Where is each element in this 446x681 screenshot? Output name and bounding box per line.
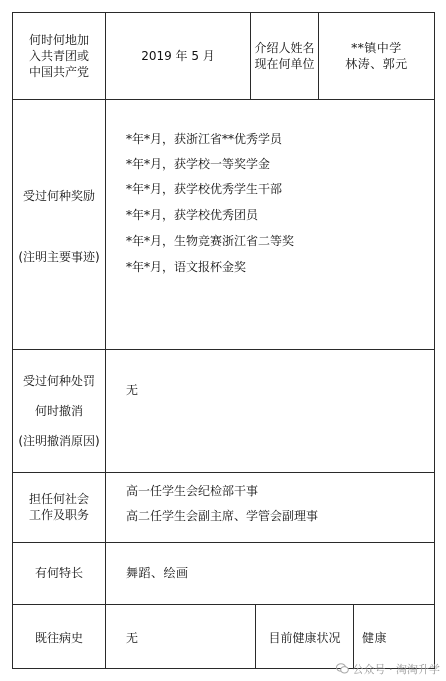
revoke-label: 何时撤消 bbox=[34, 404, 83, 418]
revoke-note: (注明撤消原因) bbox=[18, 434, 100, 448]
label-line: 担任何社会 bbox=[28, 492, 89, 506]
row-divider bbox=[12, 12, 435, 13]
col-divider bbox=[353, 604, 354, 668]
social-work-label bbox=[13, 491, 105, 523]
social-item: 高一任学生会纪检部干事 bbox=[126, 484, 259, 498]
award-item: *年*月，获学校优秀学生干部 bbox=[126, 182, 283, 196]
health-status-label: 目前健康状况 bbox=[268, 631, 341, 645]
label-line: 入共青团或 bbox=[28, 49, 89, 63]
row-divider bbox=[12, 472, 435, 473]
join-date-value: 2019 年 5 月 bbox=[141, 49, 215, 63]
col-divider bbox=[434, 12, 435, 669]
health-status-value: 健康 bbox=[362, 631, 388, 645]
join-party-label bbox=[13, 32, 105, 80]
medical-history-value: 无 bbox=[126, 631, 139, 645]
introducer-value bbox=[319, 40, 434, 72]
skills-label: 有何特长 bbox=[34, 566, 83, 580]
awards-note: (注明主要事迹) bbox=[18, 250, 100, 264]
value-line: 林涛、郭元 bbox=[345, 57, 408, 71]
introducer-label bbox=[251, 40, 318, 72]
col-divider bbox=[105, 12, 106, 669]
row-divider bbox=[12, 604, 435, 605]
awards-label: 受过何种奖励 bbox=[22, 189, 95, 203]
social-item: 高二任学生会副主席、学管会副理事 bbox=[126, 509, 319, 523]
value-line: **镇中学 bbox=[351, 41, 402, 55]
label-line: 中国共产党 bbox=[28, 65, 89, 79]
label-line: 工作及职务 bbox=[28, 508, 89, 522]
punishment-label bbox=[13, 373, 105, 389]
row-divider bbox=[12, 99, 435, 100]
award-item: *年*月，语文报杯金奖 bbox=[126, 260, 247, 274]
label-line: 现在何单位 bbox=[254, 57, 315, 71]
skills-value: 舞蹈、绘画 bbox=[126, 566, 189, 580]
punishment-value: 无 bbox=[126, 383, 139, 397]
medical-history-label: 既往病史 bbox=[34, 631, 83, 645]
award-item: *年*月，获学校一等奖学金 bbox=[126, 157, 271, 171]
label-line: 受过何种处罚 bbox=[22, 374, 95, 388]
watermark-text: 公众号 · 淘淘升学 bbox=[352, 663, 440, 676]
award-item: *年*月，获学校优秀团员 bbox=[126, 208, 259, 222]
label-line: 何时何地加 bbox=[28, 33, 89, 47]
award-item: *年*月，生物竞赛浙江省二等奖 bbox=[126, 234, 295, 248]
label-line: 介绍人姓名 bbox=[254, 41, 315, 55]
row-divider bbox=[12, 542, 435, 543]
award-item: *年*月，获浙江省**优秀学员 bbox=[126, 132, 283, 146]
wechat-icon bbox=[336, 663, 349, 674]
row-divider bbox=[12, 349, 435, 350]
watermark bbox=[336, 661, 441, 677]
